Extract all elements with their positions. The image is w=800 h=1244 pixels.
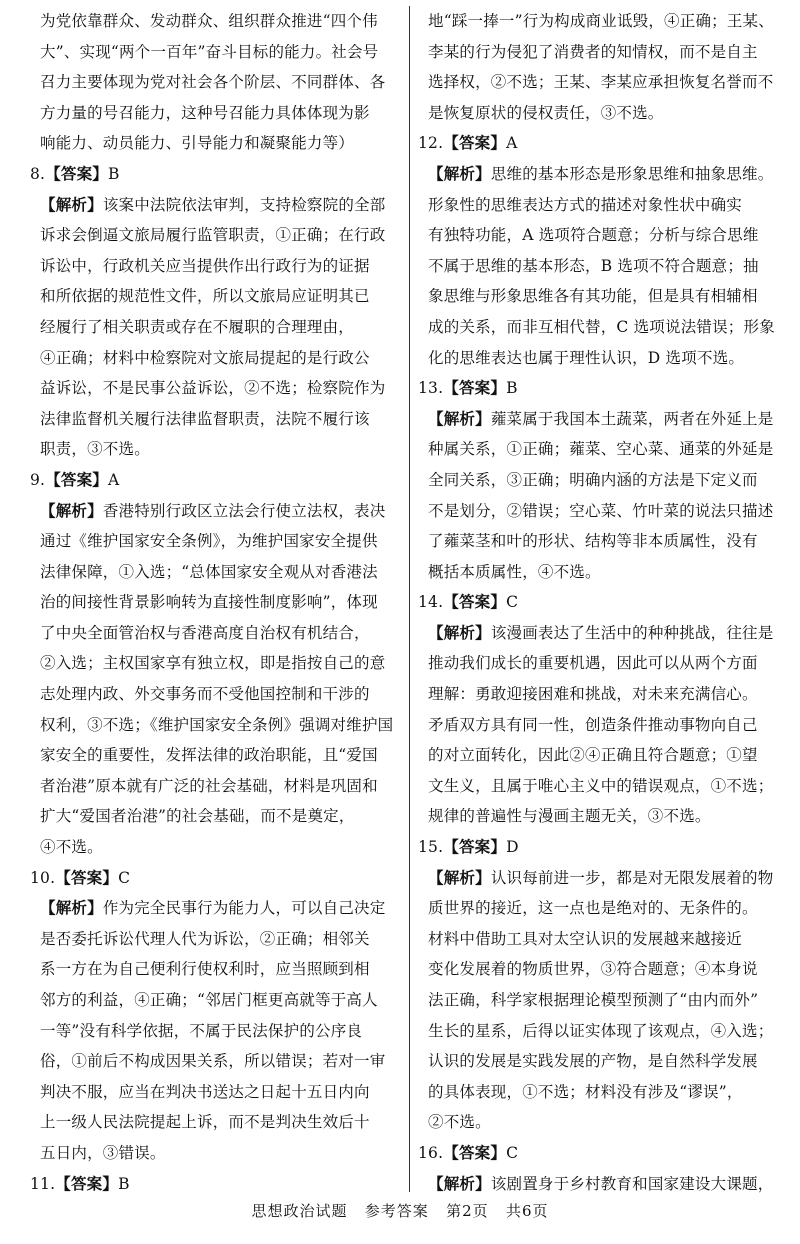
text-line: 推动我们成长的重要机遇，因此可以从两个方面 (428, 654, 758, 673)
text-line: 种属关系，①正确；蕹菜、空心菜、通菜的外延是 (428, 440, 774, 459)
question-number: 8. (30, 164, 46, 183)
text-line: 矛盾双方具有同一性，创造条件推动事物向自己 (428, 715, 758, 734)
answer-tag: 【答案】 (443, 378, 507, 398)
analysis-line (418, 618, 782, 649)
text-line: ②不选。 (428, 1113, 491, 1132)
text-line: 的对立面转化，因此②④正确且符合题意；①望 (428, 746, 758, 765)
column-divider (409, 6, 410, 1192)
answer-tag: 【答案】 (45, 163, 109, 183)
analysis-text: 香港特别行政区立法会行使立法权，表决 (102, 501, 386, 520)
text-line: 法正确，科学家根据理论模型预测了“由内而外” (428, 991, 759, 1009)
text-line: 选择权，②不选；王某、李某应承担恢复名誉而不 (428, 73, 774, 92)
question-number: 12. (418, 134, 444, 153)
question-number: 13. (418, 379, 444, 398)
answer-choice: B (506, 379, 518, 398)
text-line: 法律保障，①入选；“总体国家安全观从对香港法 (40, 562, 378, 581)
analysis-text: 思维的基本形态是形象思维和抽象思维。 (490, 164, 774, 183)
text-line: 经履行了相关职责或存在不履职的合理理由， (40, 317, 355, 336)
text-line: 响能力、动员能力、引导能力和凝聚能力等） (40, 134, 355, 153)
text-line: 成的关系，而非互相代替，C 选项说法错误；形象 (428, 317, 775, 336)
text-line: 家安全的重要性，发挥法律的政治职能，且“爱国 (40, 746, 378, 765)
text-line: 变化发展着的物质世界，③符合题意；④本身说 (428, 960, 758, 979)
question-number: 16. (418, 1143, 444, 1162)
text-line: 质世界的接近，这一点也是绝对的、无条件的。 (428, 899, 758, 918)
text-line: 文生义，且属于唯心主义中的错误观点，①不选； (428, 776, 774, 795)
answer-line (30, 465, 398, 496)
answer-line (418, 832, 782, 863)
text-line: 认识的发展是实践发展的产物，是自然科学发展 (428, 1052, 758, 1071)
answer-choice: C (118, 868, 131, 887)
answer-choice: D (506, 838, 519, 857)
footer-subject: 思想政治试题 (251, 1202, 348, 1220)
text-line: 全同关系，③正确；明确内涵的方法是下定义而 (428, 470, 758, 489)
answer-tag: 【答案】 (55, 1173, 119, 1193)
text-line: 了中央全面管治权与香港高度自治权有机结合， (40, 623, 370, 642)
analysis-tag: 【解析】 (428, 408, 491, 428)
text-line: 理解：勇敢迎接困难和挑战，对未来充满信心。 (428, 685, 758, 704)
answer-tag: 【答案】 (443, 1142, 507, 1162)
text-line: ②入选；主权国家享有独立权，即是指按自己的意 (40, 654, 386, 673)
text-line: 上一级人民法院提起上诉，而不是判决生效后十 (40, 1113, 370, 1132)
text-line: 是恢复原状的侵权责任，③不选。 (428, 103, 664, 122)
text-line: 诉讼中，行政机关应当提供作出行政行为的证据 (40, 256, 370, 275)
text-line: 象思维与形象思维各有其功能，但是具有相辅相 (428, 287, 758, 306)
right-column (418, 6, 782, 1196)
text-line: 五日内，③错误。 (40, 1143, 166, 1162)
text-line: 召力主要体现为党对社会各个阶层、不同群体、各 (40, 73, 386, 92)
text-line: 生长的星系，后得以证实体现了该观点，④入选； (428, 1021, 774, 1040)
text-line: 规律的普遍性与漫画主题无关，③不选。 (428, 807, 711, 826)
question-number: 15. (418, 838, 444, 857)
text-line: ④正确；材料中检察院对文旅局提起的是行政公 (40, 348, 370, 367)
text-line: 不属于思维的基本形态，B 选项不符合题意；抽 (428, 256, 759, 275)
text-line: ④不选。 (40, 838, 103, 857)
answer-line (30, 1169, 398, 1196)
text-line: 不是划分，②错误；空心菜、竹叶菜的说法只描述 (428, 501, 774, 520)
analysis-tag: 【解析】 (40, 500, 103, 520)
analysis-text: 该剧置身于乡村教育和国家建设大课题， (490, 1174, 774, 1193)
answer-line (418, 373, 782, 404)
analysis-line (418, 404, 782, 435)
analysis-line (30, 190, 398, 221)
left-column (30, 6, 398, 1196)
analysis-text: 认识每前进一步，都是对无限发展着的物 (490, 868, 774, 887)
footer-page-number: 第2页 (446, 1202, 489, 1220)
answer-tag: 【答案】 (55, 867, 119, 887)
answer-line (30, 863, 398, 894)
text-line: 俗，①前后不构成因果关系，所以错误；若对一审 (40, 1052, 386, 1071)
answer-tag: 【答案】 (443, 133, 507, 153)
analysis-line (418, 1169, 782, 1196)
text-line: 通过《维护国家安全条例》，为维护国家安全提供 (40, 532, 378, 551)
text-line: 形象性的思维表达方式的描述对象性状中确实 (428, 195, 743, 214)
text-line: 权利，③不选；《维护国家安全条例》强调对维护国 (40, 715, 394, 734)
text-line: 扩大“爱国者治港”的社会基础，而不是奠定， (40, 807, 355, 826)
analysis-line (30, 893, 398, 924)
analysis-line (418, 159, 782, 190)
text-line: 者治港”原本就有广泛的社会基础，材料是巩固和 (40, 776, 378, 795)
question-number: 10. (30, 868, 56, 887)
text-line: 志处理内政、外交事务而不受他国控制和干涉的 (40, 685, 370, 704)
text-line: 方力量的号召能力，这种号召能力具体体现为影 (40, 103, 370, 122)
text-line: 是否委托诉讼代理人代为诉讼，②正确；相邻关 (40, 929, 370, 948)
answer-tag: 【答案】 (443, 592, 507, 612)
text-line: 李某的行为侵犯了消费者的知情权，而不是自主 (428, 42, 758, 61)
text-line: 治的间接性背景影响转为直接性制度影响”，体现 (40, 593, 378, 612)
text-line: 诉求会倒逼文旅局履行监管职责，①正确；在行政 (40, 226, 386, 245)
analysis-tag: 【解析】 (40, 194, 103, 214)
page-footer (0, 1200, 800, 1221)
text-line: 系一方在为自己便利行使权利时，应当照顾到相 (40, 960, 370, 979)
text-line: 邻方的利益，④正确；“邻居门框更高就等于高人 (40, 991, 378, 1009)
text-line: 益诉讼，不是民事公益诉讼，②不选；检察院作为 (40, 379, 386, 398)
answer-choice: C (506, 593, 519, 612)
analysis-tag: 【解析】 (428, 867, 491, 887)
text-line: 大”、实现“两个一百年”奋斗目标的能力。社会号 (40, 42, 379, 61)
analysis-text: 蕹菜属于我国本土蔬菜，两者在外延上是 (490, 409, 774, 428)
text-line: 了蕹菜茎和叶的形状、结构等非本质属性，没有 (428, 532, 758, 551)
question-number: 9. (30, 470, 46, 489)
question-number: 14. (418, 593, 444, 612)
answer-choice: A (506, 134, 518, 153)
footer-label: 参考答案 (364, 1202, 429, 1220)
analysis-line (30, 496, 398, 527)
text-line: 判决不服，应当在判决书送达之日起十五日内向 (40, 1082, 370, 1101)
question-number: 11. (30, 1174, 56, 1193)
text-line: 概括本质属性，④不选。 (428, 562, 601, 581)
answer-line (418, 1138, 782, 1169)
answer-choice: B (118, 1174, 130, 1193)
answer-choice: C (506, 1143, 519, 1162)
analysis-tag: 【解析】 (428, 622, 491, 642)
answer-tag: 【答案】 (443, 837, 507, 857)
text-line: 为党依靠群众、发动群众、组织群众推进“四个伟 (40, 12, 378, 30)
analysis-line (418, 863, 782, 894)
analysis-text: 作为完全民事行为能力人，可以自己决定 (102, 899, 386, 918)
text-line: 化的思维表达也属于理性认识，D 选项不选。 (428, 348, 745, 367)
analysis-tag: 【解析】 (40, 898, 103, 918)
analysis-text: 该案中法院依法审判，支持检察院的全部 (102, 195, 386, 214)
answer-choice: B (108, 164, 120, 183)
analysis-tag: 【解析】 (428, 1173, 491, 1193)
text-line: 一等”没有科学依据，不属于民法保护的公序良 (40, 1021, 363, 1040)
text-line: 地“踩一捧一”行为构成商业诋毁，④正确；王某、 (428, 12, 774, 30)
text-line: 有独特功能，A 选项符合题意；分析与综合思维 (428, 226, 759, 245)
answer-tag: 【答案】 (45, 469, 109, 489)
analysis-text: 该漫画表达了生活中的种种挑战，往往是 (490, 623, 774, 642)
answer-line (418, 587, 782, 618)
analysis-tag: 【解析】 (428, 163, 491, 183)
text-line: 和所依据的规范性文件，所以文旅局应证明其已 (40, 287, 370, 306)
text-line: 材料中借助工具对太空认识的发展越来越接近 (428, 929, 743, 948)
answer-line (418, 128, 782, 159)
answer-line (30, 159, 398, 190)
footer-total-pages: 共6页 (505, 1202, 549, 1220)
answer-choice: A (108, 470, 120, 489)
text-line: 的具体表现，①不选；材料没有涉及“谬误”， (428, 1082, 743, 1101)
text-line: 职责，③不选。 (40, 440, 150, 459)
text-line: 法律监督机关履行法律监督职责，法院不履行该 (40, 409, 370, 428)
